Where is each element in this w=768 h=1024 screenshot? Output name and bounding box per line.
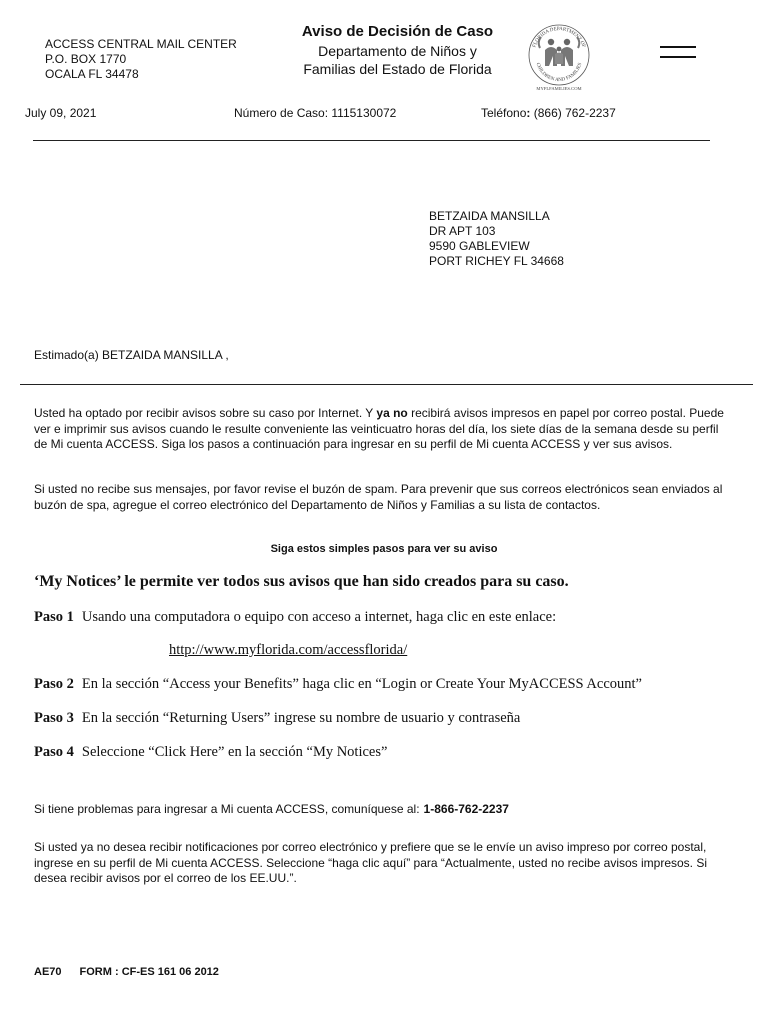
seal-url: MYFLFAMILIES.COM bbox=[536, 86, 582, 91]
my-notices-intro: ‘My Notices’ le permite ver todos sus avisos que han sido creados para su caso. bbox=[34, 573, 569, 590]
step-4 bbox=[34, 744, 387, 761]
department-name-line-2: Familias del Estado de Florida bbox=[303, 61, 492, 77]
form-code: AE70 bbox=[34, 966, 62, 978]
paragraph-online-notices bbox=[34, 406, 724, 453]
case-number: Número de Caso: 1115130072 bbox=[234, 106, 397, 120]
step-4-text: Seleccione “Click Here” en la sección “My Notices” bbox=[81, 744, 388, 760]
phone-label: Teléfono bbox=[481, 106, 527, 120]
step-4-label: Paso 4 bbox=[34, 744, 74, 760]
contact-text: Si tiene problemas para ingresar a Mi cuenta ACCESS, comuníquese al: bbox=[34, 802, 420, 816]
sender-line-3: OCALA FL 34478 bbox=[45, 67, 139, 81]
step-3-text: En la sección “Returning Users” ingrese su nombre de usuario y contraseña bbox=[81, 710, 521, 726]
recipient-line-2: DR APT 103 bbox=[429, 224, 496, 238]
sender-line-2: P.O. BOX 1770 bbox=[45, 52, 127, 66]
step-2-label: Paso 2 bbox=[34, 676, 74, 692]
department-seal-logo bbox=[526, 22, 592, 92]
phone-value: (866) 762-2237 bbox=[533, 106, 616, 120]
header-divider bbox=[33, 140, 710, 141]
department-name-line-1: Departamento de Niños y bbox=[318, 43, 477, 59]
steps-heading: Siga estos simples pasos para ver su aviso bbox=[270, 543, 498, 555]
paragraph-spam-notice: Si usted no recibe sus mensajes, por favor revise el buzón de spam. Para prevenir que sus correos electrónicos sean enviados al buzón de spa, agregue el correo electrónico del Departamento de Niños y Familias a su lista de contactos. bbox=[34, 482, 723, 512]
salutation: Estimado(a) BETZAIDA MANSILLA , bbox=[34, 348, 229, 362]
seal-text-bottom: CHILDREN AND FAMILIES bbox=[534, 62, 584, 84]
form-footer bbox=[34, 966, 219, 978]
contact-line bbox=[34, 802, 509, 816]
recipient-line-1: BETZAIDA MANSILLA bbox=[429, 209, 550, 223]
notice-title: Aviso de Decisión de Caso bbox=[301, 23, 494, 40]
notice-title-block bbox=[280, 22, 515, 78]
sender-address bbox=[45, 37, 237, 82]
step-3-label: Paso 3 bbox=[34, 710, 74, 726]
paragraph-opt-out: Si usted ya no desea recibir notificaciones por correo electrónico y prefiere que se le envíe un aviso impreso por correo postal, ingrese en su perfil de Mi cuenta ACCESS. Seleccione “haga clic aquí” para “Actualmente, usted no recibe avisos impresos. Si desea recibir avisos por el correo de los EE.UU.”. bbox=[34, 840, 708, 885]
recipient-address bbox=[429, 209, 564, 269]
paragraph-1-emphasis: ya no bbox=[376, 406, 408, 420]
access-florida-link[interactable]: http://www.myflorida.com/accessflorida/ bbox=[169, 642, 408, 658]
phone-info: Teléfono: (866) 762-2237 bbox=[481, 106, 616, 120]
step-3 bbox=[34, 710, 520, 727]
step-2 bbox=[34, 676, 642, 693]
contact-phone: 1-866-762-2237 bbox=[423, 802, 509, 816]
hamburger-menu-icon[interactable] bbox=[660, 43, 696, 59]
step-1-label: Paso 1 bbox=[34, 609, 74, 625]
paragraph-1-end: recibirá avisos impresos en papel por correo postal. Puede ver e imprimir sus avisos cuando le resulte conveniente las veinticuatro horas del día, los siete días de la semana desde su perfil de Mi cuenta ACCESS. Siga los pasos a continuación para ingresar en su perfil de Mi cuenta ACCESS y ver sus avisos. bbox=[34, 406, 724, 451]
seal-text-top: FLORIDA DEPARTMENT OF bbox=[532, 26, 586, 49]
step-1-text: Usando una computadora o equipo con acceso a internet, haga clic en este enlace: bbox=[81, 609, 557, 625]
recipient-line-3: 9590 GABLEVIEW bbox=[429, 239, 530, 253]
form-number: FORM : CF-ES 161 06 2012 bbox=[79, 966, 219, 978]
step-1 bbox=[34, 609, 556, 626]
salutation-divider bbox=[20, 384, 753, 385]
step-2-text: En la sección “Access your Benefits” haga clic en “Login or Create Your MyACCESS Account” bbox=[81, 676, 642, 692]
recipient-line-4: PORT RICHEY FL 34668 bbox=[429, 254, 564, 268]
sender-line-1: ACCESS CENTRAL MAIL CENTER bbox=[45, 37, 237, 51]
notice-date: July 09, 2021 bbox=[25, 106, 97, 120]
paragraph-1-start: Usted ha optado por recibir avisos sobre su caso por Internet. Y bbox=[34, 406, 377, 420]
